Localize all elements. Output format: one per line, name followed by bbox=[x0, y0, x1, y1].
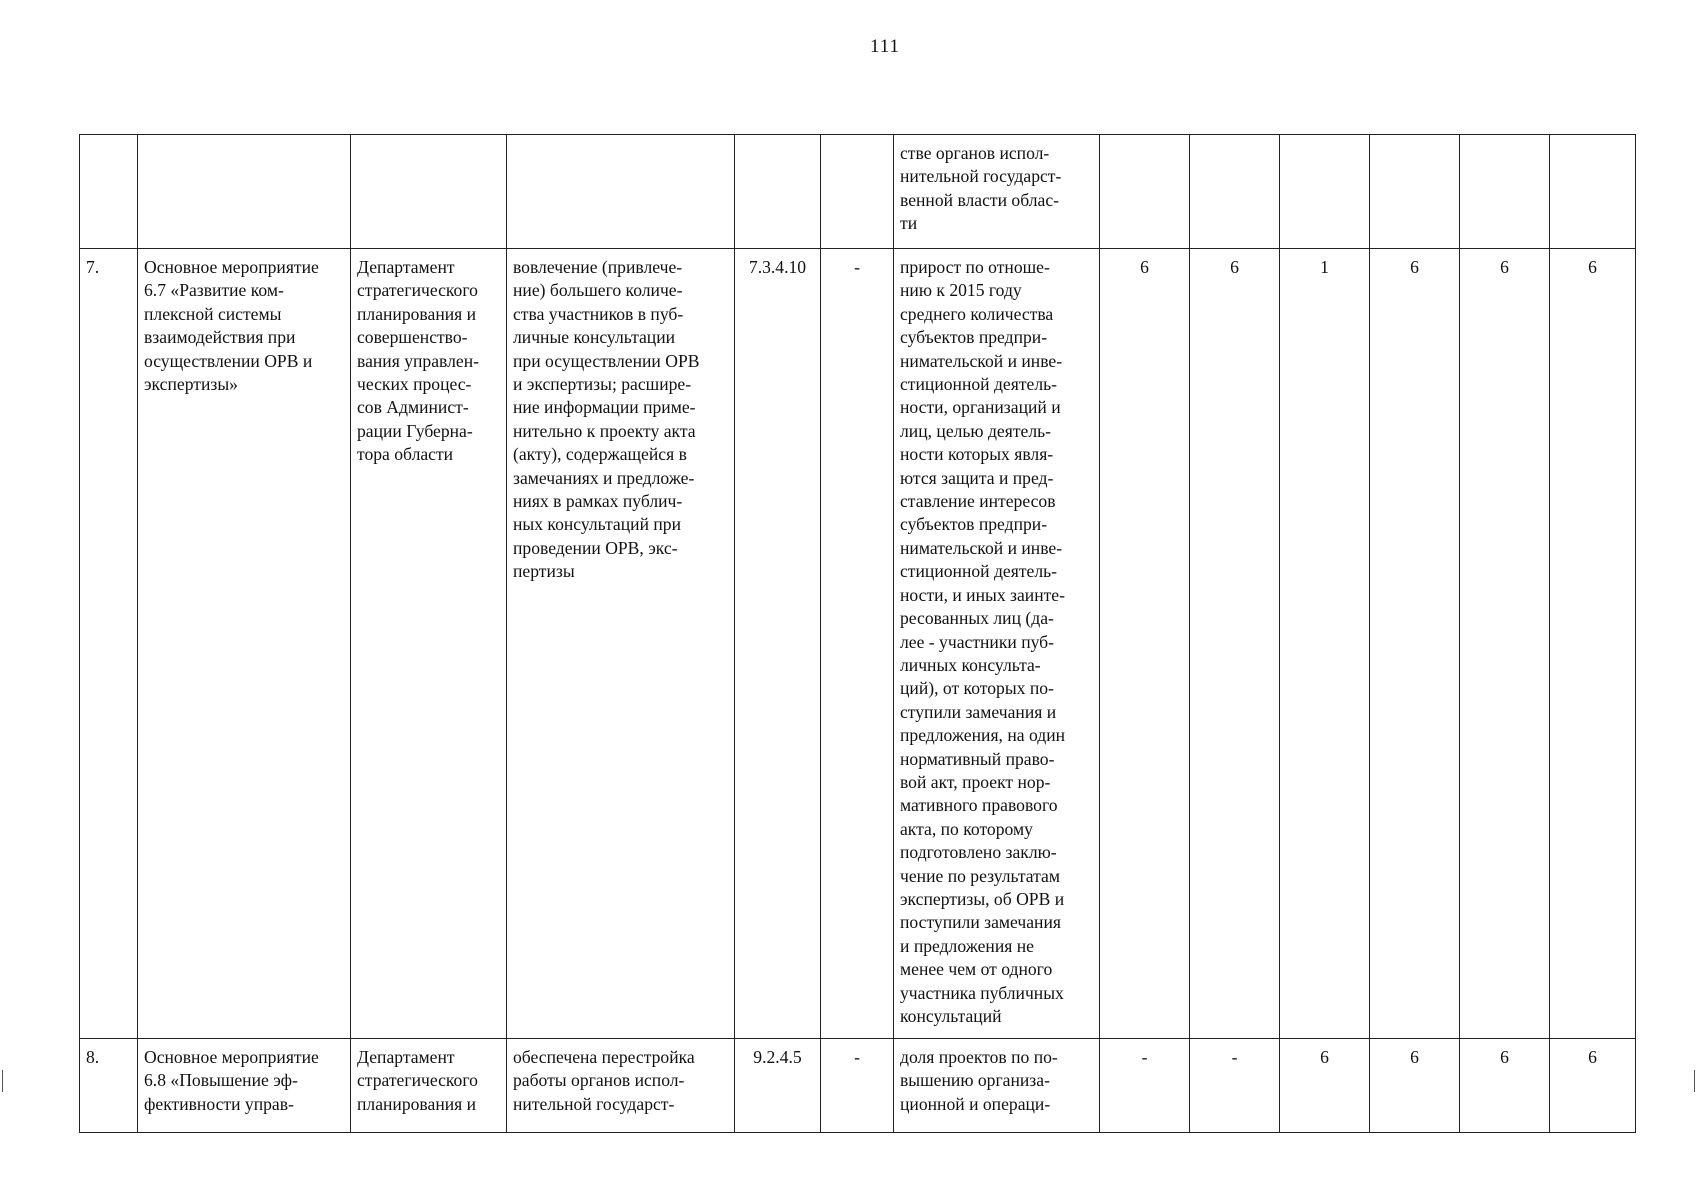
indicator-continuation: стве органов испол- нительной государст- венной власти облас- ти bbox=[894, 135, 1100, 249]
cell-empty bbox=[821, 135, 894, 249]
scan-edge-mark-right bbox=[1694, 1070, 1695, 1092]
value-cell: 6 bbox=[1370, 249, 1460, 1039]
cell-empty bbox=[138, 135, 351, 249]
cell-empty bbox=[351, 135, 507, 249]
code-cell: 7.3.4.10 bbox=[735, 249, 821, 1039]
cell-empty bbox=[735, 135, 821, 249]
plan-table bbox=[79, 134, 1636, 1133]
value-cell: 6 bbox=[1370, 1039, 1460, 1133]
executor-cell: Департамент стратегического планирования и совершенство- вания управлен- ческих процес- сов Админист- рации Губерна- тора области bbox=[351, 249, 507, 1039]
cell-empty bbox=[1370, 135, 1460, 249]
result-cell: вовлечение (привлече- ние) большего количе- ства участников в пуб- личные консультации при осуществлении ОРВ и экспертизы; расшире- ние информации приме- нительно к проекту акта (акту), содержащейся в замечаниях и предложе- ниях в рамках публич- ных консультаций при проведении ОРВ, экс- пертизы bbox=[507, 249, 735, 1039]
dash-cell: - bbox=[821, 1039, 894, 1133]
value-cell: 6 bbox=[1460, 1039, 1550, 1133]
indicator-cell: прирост по отноше- нию к 2015 году среднего количества субъектов предпри- нимательской и инве- стиционной деятель- ности, организаций и лиц, целью деятель- ности которых явля- ются защита и пред- ставление интересов субъектов предпри- нимательской и инве- стиционной деятель- ности, и иных заинте- ресованных лиц (да- лее - участники пуб- личных консульта- ций), от которых по- ступили замечания и предложения, на один нормативный право- вой акт, проект нор- мативного правового акта, по которому подготовлено заклю- чение по результатам экспертизы, об ОРВ и поступили замечания и предложения не менее чем от одного участника публичных консультаций bbox=[894, 249, 1100, 1039]
value-cell: - bbox=[1100, 1039, 1190, 1133]
table-row bbox=[80, 1039, 1636, 1133]
value-cell: 6 bbox=[1550, 249, 1636, 1039]
page-number: 111 bbox=[869, 36, 901, 57]
indicator-cell: доля проектов по по- вышению организа- ционной и операци- bbox=[894, 1039, 1100, 1133]
cell-empty bbox=[1100, 135, 1190, 249]
code-cell: 9.2.4.5 bbox=[735, 1039, 821, 1133]
continuation-row bbox=[80, 135, 1636, 249]
scan-edge-mark-left bbox=[2, 1070, 3, 1092]
value-cell: 6 bbox=[1460, 249, 1550, 1039]
executor-cell: Департамент стратегического планирования и bbox=[351, 1039, 507, 1133]
value-cell: - bbox=[1190, 1039, 1280, 1133]
value-cell: 6 bbox=[1280, 1039, 1370, 1133]
dash-cell: - bbox=[821, 249, 894, 1039]
cell-empty bbox=[1280, 135, 1370, 249]
table-row bbox=[80, 249, 1636, 1039]
value-cell: 6 bbox=[1550, 1039, 1636, 1133]
activity-cell: Основное мероприятие 6.7 «Развитие ком- плексной системы взаимодействия при осуществлении ОРВ и экспертизы» bbox=[138, 249, 351, 1039]
row-number: 7. bbox=[80, 249, 138, 1039]
cell-empty bbox=[80, 135, 138, 249]
cell-empty bbox=[1460, 135, 1550, 249]
result-cell: обеспечена перестройка работы органов испол- нительной государст- bbox=[507, 1039, 735, 1133]
cell-empty bbox=[507, 135, 735, 249]
activity-cell: Основное мероприятие 6.8 «Повышение эф- фективности управ- bbox=[138, 1039, 351, 1133]
value-cell: 6 bbox=[1190, 249, 1280, 1039]
value-cell: 1 bbox=[1280, 249, 1370, 1039]
value-cell: 6 bbox=[1100, 249, 1190, 1039]
cell-empty bbox=[1550, 135, 1636, 249]
row-number: 8. bbox=[80, 1039, 138, 1133]
cell-empty bbox=[1190, 135, 1280, 249]
